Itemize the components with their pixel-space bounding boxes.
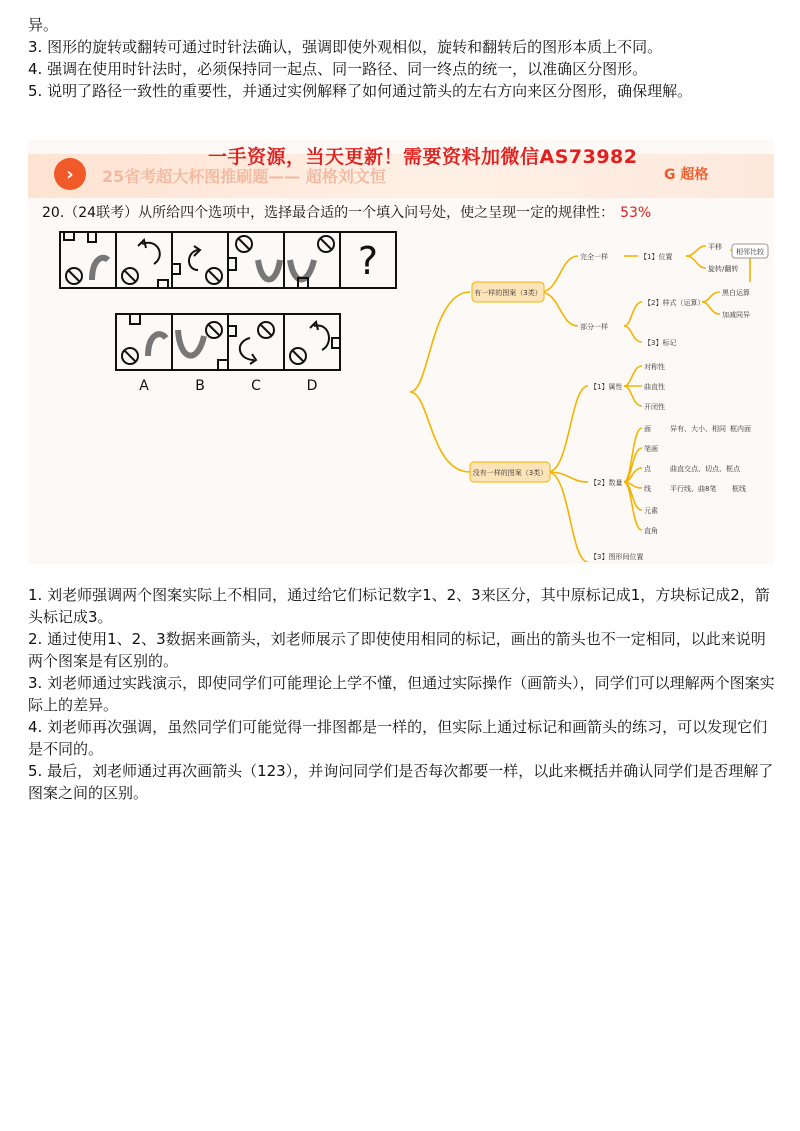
node-right-angle: 直角 — [644, 527, 658, 535]
puzzle-cell-5 — [290, 236, 334, 288]
note-line: 5. 最后，刘老师通过再次画箭头（123），并询问同学们是否每次都要一样，以此来概括并确认同学们是否理解了图案之间的区别。 — [28, 762, 774, 802]
note-line: 4. 刘老师再次强调，虽然同学们可能觉得一排图都是一样的，但实际上通过标记和画箭头的练习，可以发现它们是不同的。 — [28, 718, 768, 758]
node-point: 点 — [644, 465, 651, 473]
option-a-figure — [122, 314, 166, 364]
node-compare: 相邻比较 — [736, 248, 764, 256]
node-face-extra: 框内面 — [730, 425, 751, 433]
bottom-notes — [28, 584, 776, 804]
question-text — [42, 202, 651, 222]
option-b-figure — [178, 322, 228, 370]
note-line: 5. 说明了路径一致性的重要性，并通过实例解释了如何通过箭头的左右方向来区分图形，确保理解。 — [28, 82, 693, 100]
node-translate: 平移 — [708, 243, 722, 251]
puzzle-cell-1 — [64, 232, 108, 284]
banner-title: 25省考超大杯图推刷题—— 超格刘文恒 — [102, 167, 386, 186]
node-line: 线 — [644, 485, 651, 493]
node-position-between: 【3】图形间位置 — [590, 553, 644, 561]
node-face: 面 — [644, 425, 651, 433]
mindmap-connectors — [410, 246, 750, 562]
node-element: 元素 — [644, 507, 658, 515]
node-add-sub: 加减同异 — [722, 311, 750, 319]
node-stroke: 笔画 — [644, 445, 658, 453]
node-same-pattern-label: 有一样的图案（3类） — [474, 289, 542, 297]
top-notes — [28, 14, 776, 102]
node-diff-pattern-label: 没有一样的图案（3类） — [472, 469, 548, 477]
node-black-white: 黑白运算 — [722, 289, 750, 297]
note-line: 异。 — [28, 16, 59, 34]
question-mark: ? — [357, 239, 379, 283]
node-curve: 曲直性 — [644, 383, 665, 391]
node-attribute: 【1】属性 — [590, 383, 623, 391]
node-face-detail: 异有、大小、相同 — [670, 425, 726, 433]
node-partial-same: 部分一样 — [580, 323, 608, 331]
slide-screenshot — [28, 140, 774, 564]
option-label-d: D — [306, 378, 318, 394]
option-d-figure — [290, 322, 340, 364]
option-label-b: B — [195, 378, 205, 394]
note-line: 3. 刘老师通过实践演示，即使同学们可能理论上学不懂，但通过实际操作（画箭头），同学们可以理解两个图案实际上的差异。 — [28, 674, 775, 714]
mindmap-diagram — [410, 226, 770, 562]
chevron-right-icon: › — [54, 158, 86, 190]
node-rotate-flip: 旋转/翻转 — [708, 265, 739, 273]
question-prompt: 20.（24联考）从所给四个选项中，选择最合适的一个填入问号处，使之呈现一定的规律性： — [42, 205, 615, 221]
node-quantity: 【2】数量 — [590, 479, 623, 487]
accuracy-rate: 53% — [620, 205, 652, 221]
puzzle-figure — [58, 230, 398, 530]
node-full-same: 完全一样 — [580, 253, 608, 261]
note-line: 4. 强调在使用时针法时，必须保持同一起点、同一路径、同一终点的统一，以准确区分图形。 — [28, 60, 648, 78]
node-line-extra: 框线 — [732, 485, 746, 493]
node-line-detail: 平行线、曲8笔 — [670, 485, 717, 493]
watermark-text: 一手资源，当天更新！需要资料加微信AS73982 — [208, 146, 638, 168]
node-symmetry: 对称性 — [644, 363, 665, 371]
option-c-figure — [228, 322, 274, 364]
note-line: 3. 图形的旋转或翻转可通过时针法确认，强调即使外观相似，旋转和翻转后的图形本质上不同。 — [28, 38, 663, 56]
puzzle-cell-2 — [122, 240, 168, 288]
note-line: 1. 刘老师强调两个图案实际上不相同，通过给它们标记数字1、2、3来区分，其中原标记成1，方块标记成2，箭头标记成3。 — [28, 586, 770, 626]
brand-logo: G 超格 — [664, 167, 709, 183]
note-line: 2. 通过使用1、2、3数据来画箭头，刘老师展示了即使使用相同的标记，画出的箭头也不一定相同，以此来说明两个图案是有区别的。 — [28, 630, 766, 670]
node-open-close: 开闭性 — [644, 403, 665, 411]
node-style: 【2】样式（运算） — [644, 299, 705, 307]
option-label-a: A — [139, 378, 149, 394]
node-position: 【1】位置 — [640, 253, 673, 261]
node-point-detail: 曲直交点、切点、框点 — [670, 465, 740, 473]
option-label-c: C — [251, 378, 261, 394]
node-mark: 【3】标记 — [644, 339, 677, 347]
puzzle-cell-3 — [172, 246, 222, 284]
puzzle-cell-4 — [228, 236, 280, 280]
